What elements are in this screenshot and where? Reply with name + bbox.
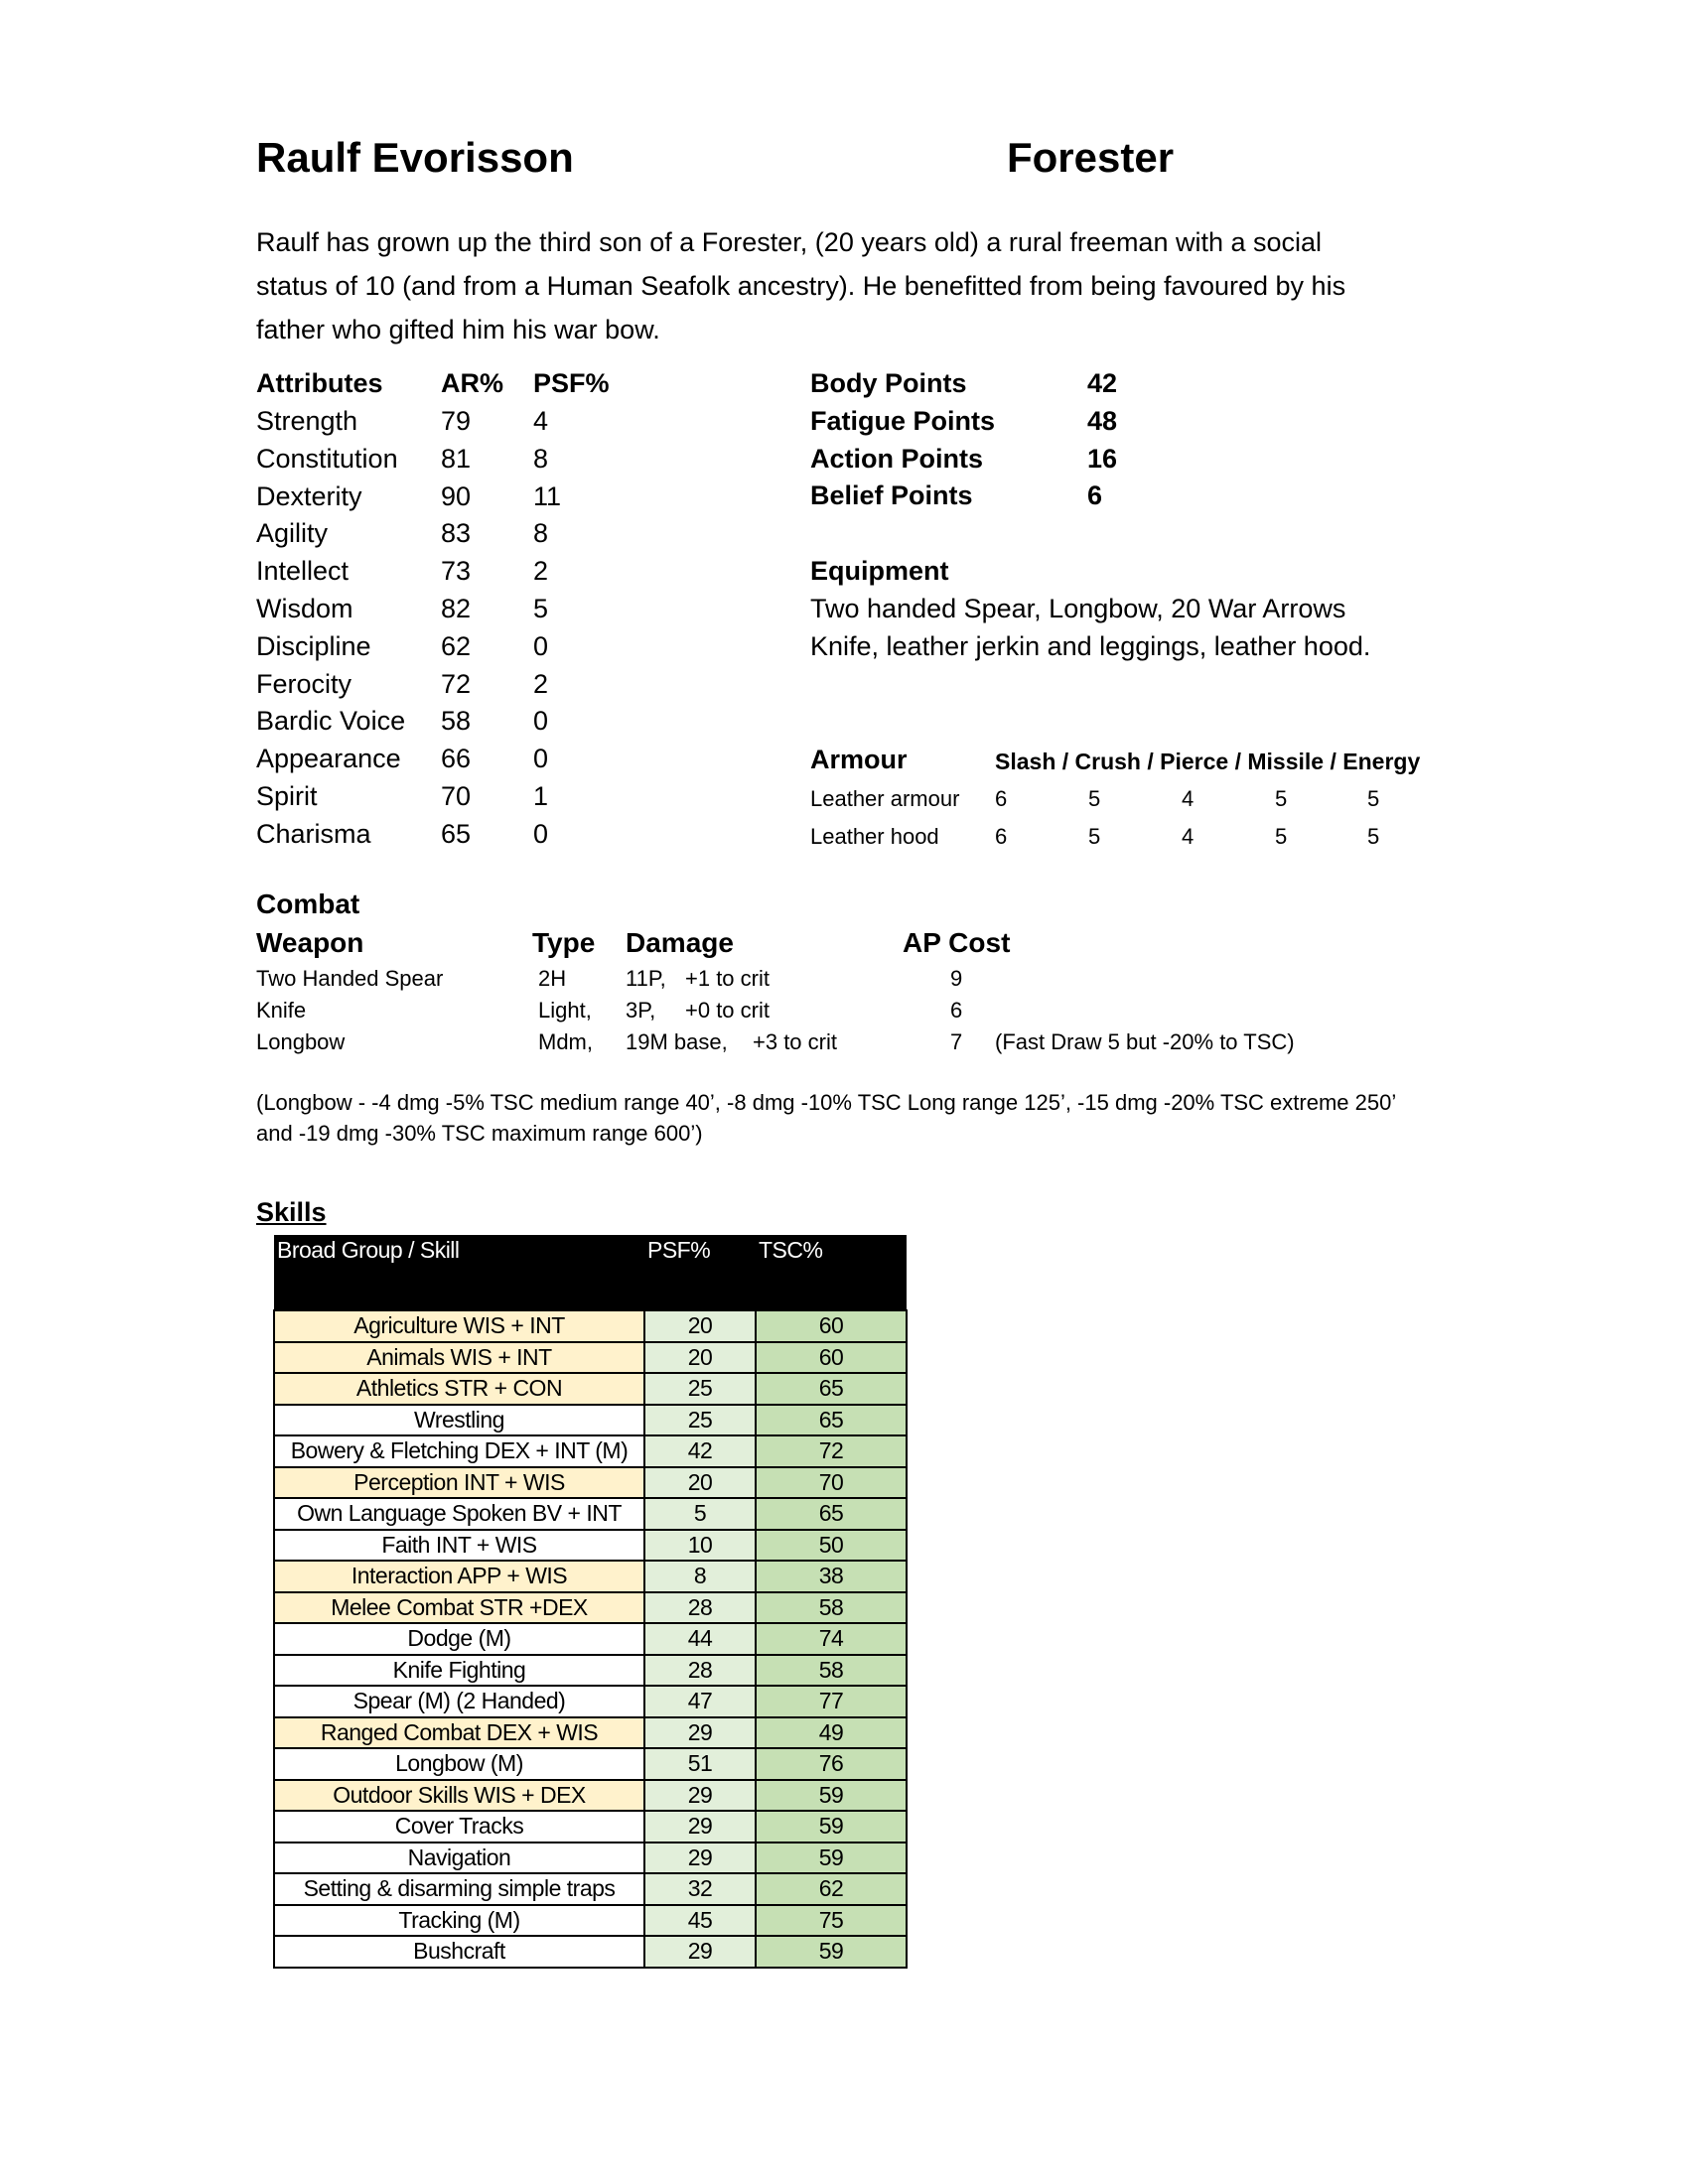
weapon-crit: +3 to crit [753,1029,837,1054]
skill-psf-value: 25 [644,1405,756,1436]
ap-cost-header: AP Cost [903,927,1011,958]
skill-psf-value: 25 [644,1373,756,1405]
attribute-name: Constitution [256,443,398,474]
attribute-name: Discipline [256,630,371,661]
skill-name: Wrestling [274,1405,644,1436]
skill-name: Tracking (M) [274,1905,644,1937]
attribute-ar-value: 82 [441,594,472,623]
skill-tsc-value: 58 [756,1655,907,1687]
description-line: Raulf has grown up the third son of a Forester, (20 years old) a rural freeman with a social [256,227,1323,257]
attribute-name: Charisma [256,818,371,849]
armour-value: 6 [995,824,1008,849]
weapon-damage: 3P, [626,998,656,1023]
attribute-name: Agility [256,518,329,549]
skill-row [274,1623,907,1655]
skill-psf-value: 8 [644,1561,756,1592]
skill-group-row [274,1310,907,1342]
type-header: Type [532,927,596,958]
skill-name: Bushcraft [274,1936,644,1968]
points-label: Body Points [810,368,967,398]
skill-row [274,1811,907,1843]
equipment-title: Equipment [810,556,949,586]
armour-value: 5 [1088,786,1101,811]
damage-header: Damage [626,927,734,958]
points-label: Belief Points [810,480,973,511]
skill-psf-value: 29 [644,1717,756,1749]
attribute-ar-value: 62 [441,630,472,661]
points-value: 16 [1087,443,1118,474]
points-value: 42 [1087,368,1118,398]
range-note-line: and -19 dmg -30% TSC maximum range 600’) [256,1121,703,1146]
skill-tsc-value: 59 [756,1936,907,1968]
skill-name: Knife Fighting [274,1655,644,1687]
skills-header-row [274,1235,907,1310]
armour-value: 4 [1182,786,1195,811]
weapon-type: Mdm, [538,1029,593,1054]
attribute-name: Spirit [256,781,318,811]
skill-name: Animals WIS + INT [274,1342,644,1374]
weapon-type: Light, [538,998,592,1023]
skill-row [274,1748,907,1780]
weapon-damage: 19M base, [626,1029,728,1054]
weapon-name: Longbow [256,1029,346,1054]
weapon-header: Weapon [256,927,364,958]
skill-tsc-value: 50 [756,1530,907,1562]
weapon-name: Two Handed Spear [256,966,444,991]
armour-title: Armour [810,745,908,774]
armour-value: 6 [995,786,1008,811]
skill-row [274,1498,907,1530]
skill-name: Athletics STR + CON [274,1373,644,1405]
skill-tsc-value: 70 [756,1467,907,1499]
points-label: Action Points [810,443,983,474]
attribute-ar-value: 81 [441,443,472,474]
attribute-psf-value: 2 [533,556,549,587]
psf-column-header: PSF% [644,1235,756,1310]
description-line: father who gifted him his war bow. [256,315,660,344]
attribute-name: Appearance [256,744,401,774]
skill-tsc-value: 77 [756,1686,907,1717]
attribute-name: Strength [256,406,358,436]
skill-psf-value: 45 [644,1905,756,1937]
skill-tsc-value: 76 [756,1748,907,1780]
skill-name: Bowery & Fletching DEX + INT (M) [274,1435,644,1467]
attribute-ar-value: 58 [441,706,472,737]
attribute-psf-value: 8 [533,518,549,549]
ar-header: AR% [441,368,504,398]
attribute-psf-value: 11 [533,480,562,511]
skill-row [274,1530,907,1562]
skill-tsc-value: 38 [756,1561,907,1592]
armour-item-name: Leather armour [810,786,960,811]
skill-name: Dodge (M) [274,1623,644,1655]
skill-tsc-value: 59 [756,1811,907,1843]
armour-value: 5 [1088,824,1101,849]
skill-psf-value: 20 [644,1342,756,1374]
skill-name: Faith INT + WIS [274,1530,644,1562]
skill-tsc-value: 75 [756,1905,907,1937]
skill-psf-value: 47 [644,1686,756,1717]
skills-title: Skills [256,1197,327,1227]
attribute-psf-value: 5 [533,594,549,623]
skill-name: Ranged Combat DEX + WIS [274,1717,644,1749]
weapon-ap-cost: 9 [950,966,963,991]
skill-row [274,1905,907,1937]
points-value: 48 [1087,405,1118,436]
points-value: 6 [1087,480,1103,511]
armour-value: 4 [1182,824,1195,849]
skill-name: Agriculture WIS + INT [274,1310,644,1342]
attribute-ar-value: 72 [441,668,472,699]
tsc-column-header: TSC% [756,1235,907,1310]
skill-column-header: Broad Group / Skill [274,1235,644,1310]
attribute-psf-value: 8 [533,443,549,474]
weapon-name: Knife [256,998,307,1023]
skill-tsc-value: 59 [756,1843,907,1874]
skill-name: Setting & disarming simple traps [274,1873,644,1905]
attribute-name: Wisdom [256,594,353,623]
attribute-name: Dexterity [256,480,362,511]
armour-value: 5 [1367,824,1380,849]
skill-psf-value: 28 [644,1592,756,1624]
skill-row [274,1435,907,1467]
weapon-crit: +1 to crit [685,966,770,991]
attribute-psf-value: 4 [533,406,549,436]
armour-value: 5 [1275,824,1288,849]
skill-group-row [274,1373,907,1405]
weapon-ap-cost: 6 [950,998,963,1023]
skill-group-row [274,1780,907,1812]
skill-psf-value: 42 [644,1435,756,1467]
skill-psf-value: 20 [644,1310,756,1342]
character-description [256,220,1507,351]
attribute-ar-value: 83 [441,518,472,549]
skill-name: Outdoor Skills WIS + DEX [274,1780,644,1812]
skill-psf-value: 29 [644,1780,756,1812]
attribute-ar-value: 73 [441,556,472,587]
skill-psf-value: 5 [644,1498,756,1530]
skill-tsc-value: 60 [756,1342,907,1374]
skill-row [274,1655,907,1687]
skill-tsc-value: 65 [756,1498,907,1530]
weapon-type: 2H [538,966,567,991]
skill-name: Melee Combat STR +DEX [274,1592,644,1624]
skill-tsc-value: 59 [756,1780,907,1812]
skill-name: Interaction APP + WIS [274,1561,644,1592]
attribute-psf-value: 0 [533,744,549,774]
skill-psf-value: 44 [644,1623,756,1655]
attribute-psf-value: 2 [533,668,549,699]
armour-value: 5 [1367,786,1380,811]
skill-name: Perception INT + WIS [274,1467,644,1499]
skill-tsc-value: 65 [756,1405,907,1436]
attribute-ar-value: 79 [441,406,472,436]
equipment-line: Two handed Spear, Longbow, 20 War Arrows [810,594,1346,623]
attribute-name: Bardic Voice [256,706,406,737]
skill-psf-value: 28 [644,1655,756,1687]
character-name: Raulf Evorisson [256,134,574,181]
character-profession: Forester [1007,134,1175,181]
skill-psf-value: 29 [644,1936,756,1968]
skill-psf-value: 51 [644,1748,756,1780]
skill-row [274,1843,907,1874]
psf-header: PSF% [533,368,610,398]
skill-name: Spear (M) (2 Handed) [274,1686,644,1717]
skill-group-row [274,1592,907,1624]
attribute-psf-value: 1 [533,781,549,811]
points-label: Fatigue Points [810,405,996,436]
skill-psf-value: 10 [644,1530,756,1562]
skill-row [274,1686,907,1717]
skills-table [273,1235,908,1969]
weapon-crit: +0 to crit [685,998,770,1023]
skill-group-row [274,1561,907,1592]
weapon-ap-cost: 7 [950,1029,963,1054]
skill-tsc-value: 62 [756,1873,907,1905]
attribute-name: Intellect [256,556,350,587]
skill-group-row [274,1467,907,1499]
skill-group-row [274,1717,907,1749]
attribute-name: Ferocity [256,668,352,699]
skill-name: Own Language Spoken BV + INT [274,1498,644,1530]
attribute-ar-value: 90 [441,480,472,511]
description-line: status of 10 (and from a Human Seafolk ancestry). He benefitted from being favoured by his [256,271,1346,301]
skill-psf-value: 20 [644,1467,756,1499]
attribute-psf-value: 0 [533,818,549,849]
armour-columns-label: Slash / Crush / Pierce / Missile / Energy [995,749,1421,774]
weapon-note: (Fast Draw 5 but -20% to TSC) [995,1029,1295,1054]
armour-item-name: Leather hood [810,824,939,849]
skill-tsc-value: 58 [756,1592,907,1624]
skill-tsc-value: 74 [756,1623,907,1655]
skill-group-row [274,1342,907,1374]
equipment-line: Knife, leather jerkin and leggings, leather hood. [810,631,1371,661]
attribute-ar-value: 66 [441,744,472,774]
range-note-line: (Longbow - -4 dmg -5% TSC medium range 40’, -8 dmg -10% TSC Long range 125’, -15 dmg -20% TSC extreme 250’ [256,1090,1397,1115]
skill-name: Cover Tracks [274,1811,644,1843]
attribute-psf-value: 0 [533,630,549,661]
attribute-psf-value: 0 [533,706,549,737]
skill-psf-value: 29 [644,1843,756,1874]
attribute-ar-value: 70 [441,781,472,811]
attributes-header: Attributes [256,368,383,398]
weapon-damage: 11P, [626,966,666,991]
armour-value: 5 [1275,786,1288,811]
skill-name: Longbow (M) [274,1748,644,1780]
skill-tsc-value: 65 [756,1373,907,1405]
skill-name: Navigation [274,1843,644,1874]
skill-psf-value: 32 [644,1873,756,1905]
skill-tsc-value: 72 [756,1435,907,1467]
skill-row [274,1873,907,1905]
skill-psf-value: 29 [644,1811,756,1843]
skill-tsc-value: 60 [756,1310,907,1342]
skill-row [274,1405,907,1436]
skill-tsc-value: 49 [756,1717,907,1749]
combat-title: Combat [256,888,360,919]
attribute-ar-value: 65 [441,818,472,849]
skill-row [274,1936,907,1968]
